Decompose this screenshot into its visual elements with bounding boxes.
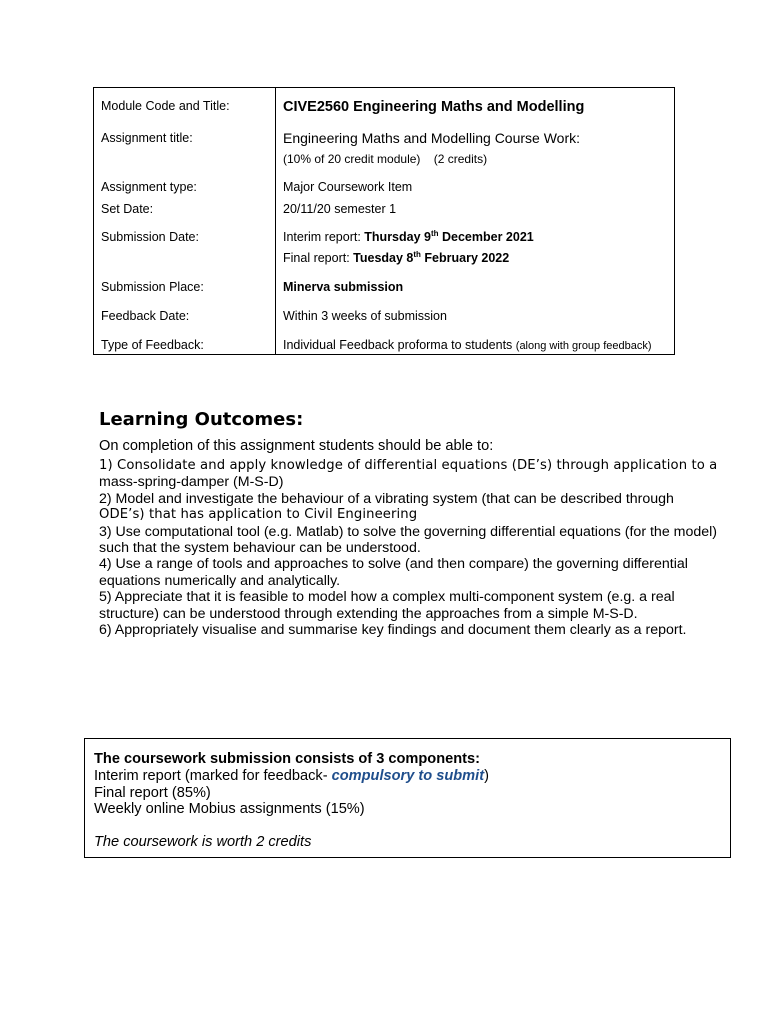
coursework-weekly: Weekly online Mobius assignments (15%) [94, 801, 365, 818]
outcome-item-1: 1) Consolidate and apply knowledge of differential equations (DE’s) through application to a [99, 458, 718, 473]
outcome-item-2-cont: ODE’s) that has application to Civil Engineering [99, 507, 418, 523]
feedback-type-label: Type of Feedback: [101, 338, 204, 352]
assignment-info-table [93, 87, 675, 355]
table-column-divider [275, 88, 276, 354]
coursework-final: Final report (85%) [94, 784, 211, 801]
outcome-item-3: 3) Use computational tool (e.g. Matlab) to solve the governing differential equations (for the model) such that the system behaviour can be understood. [99, 523, 718, 557]
final-prefix: Final report: [283, 251, 354, 265]
final-rest: February 2022 [420, 251, 510, 265]
outcome-item-5: 5) Appreciate that it is feasible to model how a complex multi-component system (e.g. a real structure) can be understood through extending the approaches from a simple M-S-D. [99, 589, 675, 622]
coursework-interim-suffix: ) [484, 767, 489, 784]
outcome-item-4: 4) Use a range of tools and approaches to solve (and then compare) the governing differential equations numerically and analytically. [99, 556, 688, 589]
feedback-type-note: (along with group feedback) [515, 340, 652, 352]
interim-day: Thursday 9 [364, 230, 431, 244]
submission-place-label: Submission Place: [101, 280, 204, 294]
submission-date-label: Submission Date: [101, 230, 199, 244]
feedback-date-label: Feedback Date: [101, 309, 190, 323]
coursework-interim [94, 768, 730, 785]
coursework-credits-note: The coursework is worth 2 credits [94, 834, 312, 851]
feedback-date-value: Within 3 weeks of submission [283, 309, 447, 323]
feedback-type-value [283, 338, 652, 354]
coursework-compulsory: compulsory to submit [331, 767, 485, 784]
final-day: Tuesday 8 [353, 251, 414, 265]
learning-outcomes-heading: Learning Outcomes: [99, 409, 304, 430]
set-date-value: 20/11/20 semester 1 [283, 202, 397, 216]
module-value: CIVE2560 Engineering Maths and Modelling [283, 99, 585, 115]
feedback-type-main: Individual Feedback proforma to students [283, 338, 516, 352]
learning-outcomes-intro: On completion of this assignment students should be able to: [99, 438, 494, 454]
outcome-item-2: 2) Model and investigate the behaviour of a vibrating system (that can be described through [99, 490, 674, 507]
interim-rest: December 2021 [438, 230, 534, 244]
assignment-title-value: Engineering Maths and Modelling Course Work: [283, 130, 581, 146]
assignment-type-value: Major Coursework Item [283, 180, 413, 194]
submission-date-final [283, 251, 509, 266]
submission-place-value: Minerva submission [283, 280, 404, 294]
outcome-item-6: 6) Appropriately visualise and summarise key findings and document them clearly as a report. [99, 622, 687, 639]
set-date-label: Set Date: [101, 202, 154, 216]
coursework-interim-prefix: Interim report (marked for feedback- [94, 767, 332, 784]
assignment-title-subvalue: (10% of 20 credit module) (2 credits) [283, 152, 488, 166]
submission-date-interim [283, 230, 534, 245]
interim-prefix: Interim report: [283, 230, 365, 244]
module-label: Module Code and Title: [101, 99, 230, 113]
assignment-type-label: Assignment type: [101, 180, 197, 194]
final-sup: th [413, 249, 421, 259]
learning-outcomes-list [99, 438, 729, 638]
interim-sup: th [430, 228, 439, 238]
outcome-item-1-cont: mass-spring-damper (M-S-D) [99, 474, 284, 491]
coursework-title: The coursework submission consists of 3 components: [94, 751, 481, 767]
assignment-title-label: Assignment title: [101, 131, 193, 145]
coursework-components-box [84, 738, 731, 858]
